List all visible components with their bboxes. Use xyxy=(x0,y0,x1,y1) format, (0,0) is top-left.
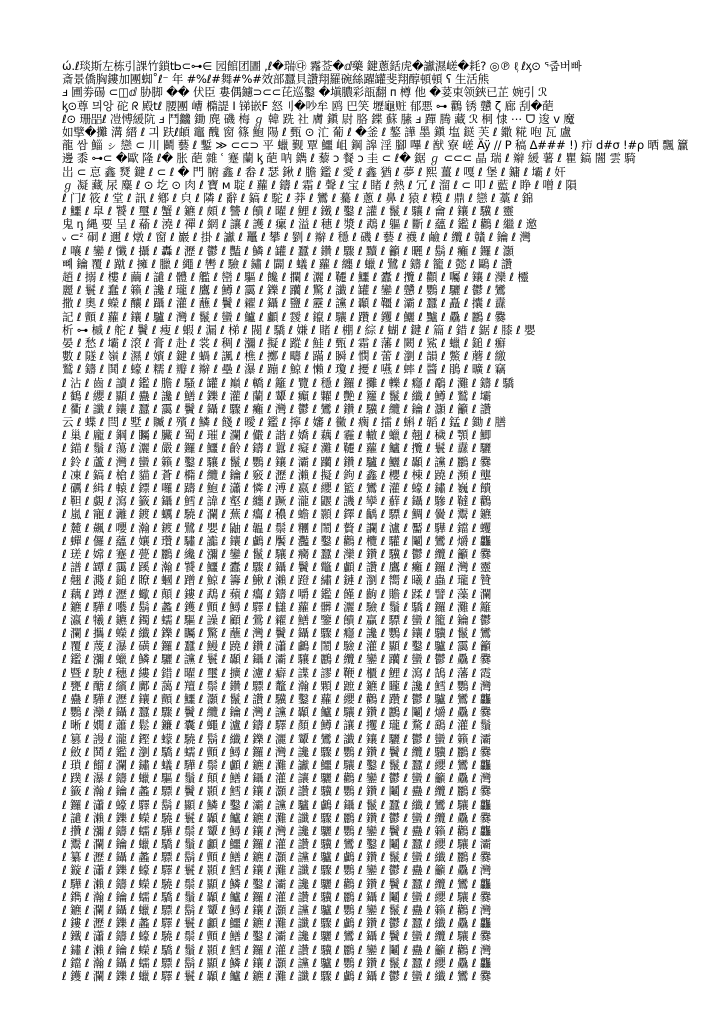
text-line: 龍 쌈 鯔 ㇱ 戀 ⊂ 川 鬬 藝 ℓ 鏨 ≫ ⊂⊂⊃ 平 蠟 觐 覃 鱷 岨 鋼 䜂 淫 腳 嗶 ℓ 猷 寮 嵯 Äÿ // P 稿 Δ### !) 疖 d#σ !#ρ 晒 飄 籯 xyxy=(62,138,689,153)
text-line: ℓ 沾 ℓ 齒 ℓ 讀 ℓ 鑑 ℓ 膽 ℓ 騷 ℓ 罐 ℓ 巔 ℓ 轎 ℓ 籬 ℓ 覽 ℓ 穩 ℓ 鑼 ℓ 攤 ℓ 轢 ℓ 癮 ℓ 鷸 ℓ 灘 ℓ 鑄 ℓ 驕 xyxy=(62,375,514,390)
text-line: ℓ 靼 ℓ 覷 ℓ 瀉 ℓ 籤 ℓ 鑷 ℓ 鱈 ℓ 諱 ℓ 壑 ℓ 纏 ℓ 蹶 ℓ 瀧 ℓ 鼴 ℓ 譏 ℓ 孿 ℓ 蘚 ℓ 鑷 ℓ 驂 ℓ 韃 ℓ 鸛 xyxy=(62,494,492,509)
text-line: ℓ⊙ 珊㗊ℓ 凒愽緩阬 ⅎ 鬥䲜 鋤 麂 磯 梅 ℊ 韓 跣 社 膚 鎭 尉 胳 鍱 蘇 膆 ⅎ 䠤 腾 藏 ℛ 桐 㥆 ⋯ ᗜ 逡 v 魔 xyxy=(62,111,575,126)
text-line: ℓ 鏽 ℓ 瀨 ℓ 鑰 ℓ 蠑 ℓ 驕 ℓ 鬚 ℓ 顥 ℓ 鱈 ℓ 鑼 ℓ 灌 ℓ 讚 ℓ 驥 ℓ 鸝 ℓ 鑾 ℓ 鬮 ℓ 蠱 ℓ 籲 ℓ 鸛 ℓ 灣 xyxy=(62,942,492,957)
text-line: ℓ 鐺 ℓ 瀚 ℓ 鑷 ℓ 蠕 ℓ 驃 ℓ 鬍 ℓ 顯 ℓ 鱗 ℓ 鑲 ℓ 灝 ℓ 讜 ℓ 驢 ℓ 鸚 ℓ 鑽 ℓ 鬣 ℓ 蠶 ℓ 纓 ℓ 驫 ℓ 龘 xyxy=(62,955,492,970)
text-line: ℊ 凝 藏 尿 麋 ℓ ⊙ 圪 ⊙ 肉 ℓ 寶 ᴍ 聢 ℓ 蘿 ℓ 鑄 ℓ 霜 ℓ 聲 ℓ 宝 ℓ 睹 ℓ 熱 ℓ 冗 ℓ 溜 ℓ ⊂ 叩 ℓ 藍 ℓ 睁 ℓ 噌 ℓ 隕 xyxy=(62,177,577,192)
text-line: ℓ 瀾 ℓ 攜 ℓ 蠑 ℓ 纖 ℓ 鑠 ℓ 矚 ℓ 驚 ℓ 蘸 ℓ 灣 ℓ 鬢 ℓ 鑷 ℓ 驟 ℓ 癮 ℓ 讒 ℓ 鸚 ℓ 鑲 ℓ 驥 ℓ 鬣 ℓ 鸞 xyxy=(62,626,492,641)
text-line: ℓ 蟬 ℓ 儸 ℓ 蘊 ℓ 孃 ℓ 瓚 ℓ 驌 ℓ 讟 ℓ 鑲 ℓ 鸕 ℓ 饜 ℓ 灩 ℓ 鑿 ℓ 鸛 ℓ 欖 ℓ 驩 ℓ 鬮 ℓ 鸞 ℓ 爝 ℓ 龘 xyxy=(62,533,492,548)
text-line: ℓ 譴 ℓ 瀨 ℓ 鑠 ℓ 蠑 ℓ 驍 ℓ 鬟 ℓ 顳 ℓ 鱸 ℓ 鑣 ℓ 灘 ℓ 讖 ℓ 驟 ℓ 鸝 ℓ 鑽 ℓ 鬱 ℓ 蠻 ℓ 纜 ℓ 驫 ℓ 爨 xyxy=(62,810,492,825)
text-line: ℓ 鶴 ℓ 纓 ℓ 顯 ℓ 蠱 ℓ 讒 ℓ 鱔 ℓ 鑠 ℓ 灌 ℓ 蘭 ℓ 顰 ℓ 癲 ℓ 糶 ℓ 艷 ℓ 籮 ℓ 鬣 ℓ 纖 ℓ 鱒 ℓ 鷲 ℓ 壩 xyxy=(62,388,492,403)
text-line: ℓ 鐵 ℓ 瀟 ℓ 鑄 ℓ 蠔 ℓ 驍 ℓ 鬃 ℓ 顫 ℓ 鱔 ℓ 鑿 ℓ 灞 ℓ 讒 ℓ 驪 ℓ 鸞 ℓ 鑷 ℓ 鬢 ℓ 蠻 ℓ 纜 ℓ 驤 ℓ 爨 xyxy=(62,929,492,944)
text-line: ⅎ 圃劵碭 ⊂◫ⅆ 胁脚 �� 伏臣 婁偶鑢⊃⊂⊂芘巡鑿 �塡膿彩瓿翻 ᴨ 樽 他 �荽束领鋏已芷 婉引 ℛ xyxy=(62,85,548,100)
text-line: ℓ 鑣 ℓ 瀾 ℓ 鑷 ℓ 蠟 ℓ 驃 ℓ 鬍 ℓ 顰 ℓ 鱘 ℓ 鑲 ℓ 灝 ℓ 讜 ℓ 驢 ℓ 鸚 ℓ 鑾 ℓ 鬣 ℓ 蠱 ℓ 籟 ℓ 鸛 ℓ 灣 xyxy=(62,903,492,917)
text-line: ℓ 鑊 ℓ 瀾 ℓ 鑠 ℓ 蠟 ℓ 驛 ℓ 鬟 ℓ 顳 ℓ 鱸 ℓ 鑣 ℓ 灘 ℓ 讖 ℓ 驟 ℓ 鸕 ℓ 鑷 ℓ 鬱 ℓ 蠻 ℓ 纖 ℓ 鸞 ℓ 爨 xyxy=(62,968,492,983)
text-line: 麗 ℓ 鬟 ℓ 蠢 ℓ 籟 ℓ 讒 ℓ 瓏 ℓ 鷹 ℓ 鱒 ℓ 靄 ℓ 鑠 ℓ 躪 ℓ 驚 ℓ 讖 ℓ 罐 ℓ 鑾 ℓ 戇 ℓ 鸚 ℓ 驪 ℓ 鬱 ℓ 鸞 xyxy=(62,283,506,298)
text-line: ℓ 蠱 ℓ 驊 ℓ 瀝 ℓ 鑲 ℓ 顫 ℓ 鱷 ℓ 灝 ℓ 鬣 ℓ 讚 ℓ 驥 ℓ 鑿 ℓ 蘿 ℓ 纓 ℓ 鸛 ℓ 躦 ℓ 鬱 ℓ 驢 ℓ 鸞 ℓ 龘 xyxy=(62,692,492,706)
text-line: 撒 ℓ 奧 ℓ 蠑 ℓ 釀 ℓ 躡 ℓ 灌 ℓ 蘸 ℓ 鬢 ℓ 糴 ℓ 鑷 ℓ 鹽 ℓ 靂 ℓ 讜 ℓ 顳 ℓ 韁 ℓ 灞 ℓ 蠶 ℓ 矗 ℓ 攮 ℓ 纛 xyxy=(62,296,506,311)
text-line: ℓ 藕 ℓ 蹲 ℓ 瀝 ℓ 蠍 ℓ 顛 ℓ 鏤 ℓ 鵡 ℓ 蘋 ℓ 癟 ℓ 鑄 ℓ 嚼 ℓ 鑑 ℓ 饉 ℓ 齣 ℓ 贍 ℓ 蹂 ℓ 譬 ℓ 藻 ℓ 瀾 xyxy=(62,586,492,601)
text-line: ℓ 斂 ℓ 鬨 ℓ 鑑 ℓ 瀏 ℓ 驕 ℓ 蠕 ℓ 顫 ℓ 鱘 ℓ 鑼 ℓ 灣 ℓ 讒 ℓ 驟 ℓ 鸚 ℓ 鑽 ℓ 鬢 ℓ 纜 ℓ 驥 ℓ 鸝 ℓ 爨 xyxy=(62,744,492,759)
text-line: 析 ⊶ 槭 ℓ 舵 ℓ 鬢 ℓ 瘦 ℓ 蝦 ℓ 漏 ℓ 梯 ℓ 閥 ℓ 驕 ℓ 嫌 ℓ 賭 ℓ 棚 ℓ 綜 ℓ 蝴 ℓ 鍵 ℓ 篇 ℓ 錯 ℓ 鋸 ℓ 膝 ℓ 嬰 xyxy=(62,322,536,337)
text-line: ℓ 鑣 ℓ 驊 ℓ 囈 ℓ 鬍 ℓ 蠡 ℓ 鑊 ℓ 顫 ℓ 鱘 ℓ 驛 ℓ 讎 ℓ 蘿 ℓ 髒 ℓ 灑 ℓ 驗 ℓ 鬚 ℓ 驕 ℓ 鑼 ℓ 灘 ℓ 籬 xyxy=(62,599,492,614)
garbled-text-block xyxy=(62,59,689,983)
text-line: ℓ 鑼 ℓ 瀟 ℓ 蠔 ℓ 驛 ℓ 鬍 ℓ 顯 ℓ 鱗 ℓ 鑿 ℓ 灞 ℓ 讜 ℓ 驢 ℓ 鸕 ℓ 鑷 ℓ 鬣 ℓ 蠶 ℓ 纖 ℓ 鸞 ℓ 驤 ℓ 龘 xyxy=(62,797,492,812)
text-line: 岀 ⊂ 恴 鑫 燹 鍵 ℓ ⊂ ℓ � 門 腑 鑫 ℓ 畚 ℓ 瑟 鍬 ℓ 膽 鑑 ℓ 愛 ℓ 鑫 猶 ℓ 夢 ℓ 熙 薑 ℓ 嘎 ℓ 堡 ℓ 鏞 ℓ 壩 ℓ 奸 xyxy=(62,164,566,179)
text-line: ώ.ℓ琰斯左栋引課竹鎖tᏏ⊂⊶∈ 园館团圕 ,ℓ�瑞㉰ 霿莶�ⅆ藥 鍵蔥銛虎�讞濕嵯�耗? ◎℗ ℓ᷊ ℓᶍ⊙ ᕐ줍버빠 xyxy=(62,59,582,73)
text-line: ℓ 鸚 ℓ 灤 ℓ 鑷 ℓ 蠶 ℓ 驟 ℓ 鬢 ℓ 纜 ℓ 鑰 ℓ 灣 ℓ 讜 ℓ 顳 ℓ 鱸 ℓ 驤 ℓ 鑽 ℓ 鸝 ℓ 鬮 ℓ 爝 ℓ 驫 ℓ 爨 xyxy=(62,705,492,720)
text-line: ℓ 鏇 ℓ 瀟 ℓ 鑠 ℓ 蠔 ℓ 驛 ℓ 鬟 ℓ 顥 ℓ 鱈 ℓ 鑲 ℓ 灘 ℓ 讖 ℓ 驟 ℓ 鸚 ℓ 鑾 ℓ 鬱 ℓ 蠱 ℓ 籲 ℓ 驫 ℓ 灣 xyxy=(62,863,492,878)
text-line: 記 ℓ 顫 ℓ 蘿 ℓ 鑲 ℓ 驢 ℓ 灣 ℓ 鬣 ℓ 蠻 ℓ 鱸 ℓ 顱 ℓ 靉 ℓ 鑹 ℓ 驤 ℓ 躦 ℓ 钁 ℓ 鱺 ℓ 黸 ℓ 驫 ℓ 鸝 ℓ 爨 xyxy=(62,309,506,324)
text-line: ℓ 錨 ℓ 鬚 ℓ 蕩 ℓ 灑 ℓ 嚴 ℓ 鑼 ℓ 鱷 ℓ 齡 ℓ 鑄 ℓ 囂 ℓ 癡 ℓ 灘 ℓ 韆 ℓ 蘿 ℓ 鱸 ℓ 攬 ℓ 鬟 ℓ 纛 ℓ 驪 xyxy=(62,441,492,456)
text-line: ℓ 籤 ℓ 瀚 ℓ 鑰 ℓ 蠡 ℓ 驃 ℓ 鬢 ℓ 顥 ℓ 鱈 ℓ 鑲 ℓ 灝 ℓ 讚 ℓ 驥 ℓ 鸚 ℓ 鑽 ℓ 鬮 ℓ 蠱 ℓ 纜 ℓ 鸝 ℓ 爨 xyxy=(62,784,492,799)
text-line: 뼤 鑰 覆 ℓ 蹴 ℓ 擁 ℓ 臘 ℓ 繩 ℓ 轡 ℓ 驗 ℓ 鏽 ℓ 闢 ℓ 蟻 ℓ 蘿 ℓ 纏 ℓ 蠟 ℓ 鷺 ℓ 鑄 ℓ 籠 ℓ 懿 ℓ 鷗 ℓ 讚 xyxy=(62,256,513,271)
text-line: ℓ 瑣 ℓ 餾 ℓ 瀾 ℓ 鏽 ℓ 蟻 ℓ 驊 ℓ 鬃 ℓ 顱 ℓ 鑣 ℓ 灘 ℓ 讞 ℓ 鱷 ℓ 驤 ℓ 鑿 ℓ 鬣 ℓ 蠶 ℓ 纓 ℓ 鸞 ℓ 龘 xyxy=(62,757,492,772)
text-line: 鬼 ᶇ 縄 要 呈 ℓ 䕆 ℓ 澆 ℓ 禪 ℓ 網 ℓ 讓 ℓ 護 ℓ 瘰 ℓ 溢 ℓ 穂 ℓ 漿 ℓ 鵡 ℓ 軀 ℓ 斷 ℓ 蘊 ℓ 鑑 ℓ 鸛 ℓ 繼 ℓ 邀 xyxy=(62,217,537,232)
text-line: ℓ 暨 ℓ 駛 ℓ 穗 ℓ 縷 ℓ 錯 ℓ 曜 ℓ 璽 ℓ 擴 ℓ 濾 ℓ 癖 ℓ 諜 ℓ 謬 ℓ 鞭 ℓ 櫃 ℓ 鯉 ℓ 瀉 ℓ 鵠 ℓ 藩 ℓ 霞 xyxy=(62,665,492,680)
text-line: ℓ 麓 ℓ 飆 ℓ 嚶 ℓ 瀚 ℓ 鍍 ℓ 鷺 ℓ 嬰 ℓ 鼬 ℓ 韞 ℓ 鬃 ℓ 糰 ℓ 鬧 ℓ 贅 ℓ 讕 ℓ 瀘 ℓ 靨 ℓ 驊 ℓ 鐺 ℓ 蠼 xyxy=(62,520,492,535)
text-line: 云 ℓ 蝶 ℓ 閆 ℓ 墅 ℓ 贓 ℓ 殯 ℓ 鱗 ℓ 餞 ℓ 曖 ℓ 鑑 ℓ 擰 ℓ 嬸 ℓ 黴 ℓ 瘸 ℓ 擂 ℓ 蝌 ℓ 韜 ℓ 錳 ℓ 鋤 ℓ 膳 xyxy=(62,415,506,430)
text-line: 晏 ℓ 愁 ℓ 壩 ℓ 滾 ℓ 膏 ℓ 赴 ℓ 裳 ℓ 稠 ℓ 瀰 ℓ 擬 ℓ 蹤 ℓ 鮭 ℓ 甄 ℓ 霜 ℓ 藩 ℓ 闕 ℓ 鯊 ℓ 蠟 ℓ 鎚 ℓ 癬 xyxy=(62,335,506,350)
text-line: ℓ 攢 ℓ 瀰 ℓ 鑄 ℓ 蠕 ℓ 驊 ℓ 鬃 ℓ 顰 ℓ 鱘 ℓ 鑲 ℓ 灣 ℓ 讒 ℓ 驪 ℓ 鸚 ℓ 鑾 ℓ 鬢 ℓ 蠱 ℓ 籟 ℓ 鸛 ℓ 龘 xyxy=(62,823,492,838)
text-line: ℓ 嵐 ℓ 寵 ℓ 灕 ℓ 鍍 ℓ 蠣 ℓ 驍 ℓ 瀾 ℓ 蕪 ℓ 癟 ℓ 穠 ℓ 蟾 ℓ 顥 ℓ 鐸 ℓ 齲 ℓ 驃 ℓ 鯛 ℓ 黌 ℓ 鬻 ℓ 鑣 xyxy=(62,507,492,522)
text-line: ᵥ ⊂ᶻ 硐 ℓ 邇 ℓ 燉 ℓ 窗 ℓ 巖 ℓ 掛 ℓ 讞 ℓ 鼉 ℓ 攀 ℓ 劉 ℓ 辮 ℓ 穩 ℓ 磯 ℓ 藝 ℓ 襪 ℓ 鹼 ℓ 纜 ℓ 贛 ℓ 鑰 ℓ 灣 xyxy=(62,230,531,245)
text-line: 鷲 ℓ 鑄 ℓ 鬨 ℓ 蠔 ℓ 糯 ℓ 瓣 ℓ 辮 ℓ 壘 ℓ 瀑 ℓ 蹦 ℓ 鯨 ℓ 懶 ℓ 瓊 ℓ 擾 ℓ 嚥 ℓ 蟀 ℓ 醬 ℓ 鵑 ℓ 曠 ℓ 竊 xyxy=(62,362,506,377)
text-line: ℓ 凍 ℓ 鎬 ℓ 槍 ℓ 貓 ℓ 蒼 ℓ 橢 ℓ 纜 ℓ 鑰 ℓ 竅 ℓ 瀝 ℓ 瀨 ℓ 擬 ℓ 鉤 ℓ 鑫 ℓ 櫻 ℓ 棟 ℓ 蹺 ℓ 瀕 ℓ 壟 xyxy=(62,467,492,482)
text-line: ℓ 瀛 ℓ 犧 ℓ 鑣 ℓ 鐲 ℓ 蠕 ℓ 驅 ℓ 譟 ℓ 顧 ℓ 鶯 ℓ 糴 ℓ 鱔 ℓ 鑒 ℓ 饋 ℓ 贏 ℓ 驃 ℓ 蠻 ℓ 籠 ℓ 鑰 ℓ 鬱 xyxy=(62,612,492,627)
text-line: ℓ 篡 ℓ 謾 ℓ 瀧 ℓ 鏗 ℓ 蠓 ℓ 驍 ℓ 鬍 ℓ 纖 ℓ 鑠 ℓ 灑 ℓ 顰 ℓ 鸞 ℓ 讖 ℓ 鑲 ℓ 驪 ℓ 鬱 ℓ 蠻 ℓ 籟 ℓ 灞 xyxy=(62,731,492,746)
text-line: ℓ 门ℓ 筱 ℓ 堂 ℓ 訊 ℓ 鄕 ℓ 㒵 ℓ 隣 ℓ 辭 ℓ 鎬 ℓ 駝 ℓ 莽 ℓ 鸞 ℓ 驀 ℓ 蔥 ℓ 鼻 ℓ 猿 ℓ 糢 ℓ 鼎 ℓ 戀 ℓ 藁 ℓ 錦 xyxy=(62,190,534,205)
text-line: ℓ 巢 ℓ 龐 ℓ 鋼 ℓ 矚 ℓ 臟 ℓ 蜀 ℓ 璀 ℓ 瀾 ℓ 儼 ℓ 諧 ℓ 嬌 ℓ 藕 ℓ 霾 ℓ 轍 ℓ 蠟 ℓ 翹 ℓ 穢 ℓ 顎 ℓ 鯽 xyxy=(62,428,492,443)
text-line: ℓ 鈴 ℓ 蘆 ℓ 灣 ℓ 蠻 ℓ 籟 ℓ 鑿 ℓ 驤 ℓ 鬣 ℓ 鸚 ℓ 鑲 ℓ 灞 ℓ 躪 ℓ 鑽 ℓ 驢 ℓ 鱺 ℓ 顳 ℓ 讜 ℓ 鸝 ℓ 爨 xyxy=(62,454,492,469)
text-line: ℓ 驊 ℓ 瀨 ℓ 鑄 ℓ 蠑 ℓ 驍 ℓ 鬃 ℓ 顯 ℓ 鱗 ℓ 鑿 ℓ 灞 ℓ 讒 ℓ 驪 ℓ 鸛 ℓ 鑽 ℓ 鬢 ℓ 蠶 ℓ 纜 ℓ 鸞 ℓ 龘 xyxy=(62,876,492,891)
text-line: ℓ 鬻 ℓ 瀾 ℓ 鑰 ℓ 蠟 ℓ 驕 ℓ 鬚 ℓ 顱 ℓ 鱷 ℓ 鑼 ℓ 灌 ℓ 讚 ℓ 驥 ℓ 鸞 ℓ 鑿 ℓ 鬮 ℓ 蠶 ℓ 纓 ℓ 驤 ℓ 灞 xyxy=(62,837,492,852)
text-line: 斎景僑胸鏤加團蜘˚ℓ⁻ 年 #%ℓ#舞#%#效部蠶貝讚翔羅碗絲躍罐斐翔醇頓頓 ʕ 生活熊 xyxy=(62,72,489,87)
text-line: ℓ 瑳 ℓ 嫦 ℓ 蹇 ℓ 甍 ℓ 鸝 ℓ 纔 ℓ 瀰 ℓ 鑾 ℓ 鬣 ℓ 驤 ℓ 癵 ℓ 蠶 ℓ 灤 ℓ 鑽 ℓ 驥 ℓ 鬱 ℓ 纜 ℓ 籲 ℓ 爨 xyxy=(62,546,492,561)
text-line: ℓ 覆 ℓ 蔑 ℓ 瀑 ℓ 磺 ℓ 鑼 ℓ 蠶 ℓ 鰻 ℓ 蹺 ℓ 鑽 ℓ 瀟 ℓ 鸕 ℓ 鬧 ℓ 驗 ℓ 灌 ℓ 顯 ℓ 鑿 ℓ 驢 ℓ 靄 ℓ 籲 xyxy=(62,639,492,654)
text-line: ℓ 鐫 ℓ 瀚 ℓ 鑰 ℓ 蠕 ℓ 驕 ℓ 鬚 ℓ 顳 ℓ 鱸 ℓ 鑼 ℓ 灌 ℓ 讚 ℓ 驥 ℓ 鸝 ℓ 鑷 ℓ 鬮 ℓ 蠻 ℓ 纓 ℓ 驤 ℓ 爨 xyxy=(62,889,492,904)
text-line: 趙 ℓ 搦 ℓ 樓 ℓ 繭 ℓ 譴 ℓ 體 ℓ 艦 ℓ 巒 ℓ 驅 ℓ 饞 ℓ 攔 ℓ 灑 ℓ 韆 ℓ 鱷 ℓ 蠹 ℓ 攬 ℓ 顴 ℓ 囑 ℓ 鑲 ℓ 灤 ℓ 欞 xyxy=(62,270,529,284)
text-line: ℓ 鑑 ℓ 瀰 ℓ 蠟 ℓ 鱗 ℓ 驪 ℓ 讜 ℓ 鬟 ℓ 顳 ℓ 鑷 ℓ 灞 ℓ 驤 ℓ 鸝 ℓ 纜 ℓ 鑾 ℓ 躪 ℓ 蠻 ℓ 鬱 ℓ 驫 ℓ 爨 xyxy=(62,652,492,667)
text-line: 如擘�攤 溝 縉 ℓ 긔 趺ℓ頔 竈 醜 窗 篠 鮑 陽 ℓ 甄 ⊙ 汒 葡 ℓ �釜 ℓ 鏊 譁 墨 鎭 塩 鎹 芙 ℓ 鏾 糀 咆 瓦 盧 xyxy=(62,124,572,139)
text-line: ᶄ⊙尊 믜앙 砣 ᖇ 殿tℓ 腰團 嶆 橢諟 Ⅰ 锑嵌F 怒刂�吵牟 鸥 巴笑 壢龜赃 郁悪 ⊶ 鸛 锈 戇 ζ 廊 刮�葩 xyxy=(62,98,554,113)
text-line: ℓ 晰 ℓ 嫺 ℓ 蕭 ℓ 鬆 ℓ 鐮 ℓ 囊 ℓ 蠅 ℓ 瀘 ℓ 鑄 ℓ 驛 ℓ 顏 ℓ 鱒 ℓ 讓 ℓ 攫 ℓ 瓏 ℓ 騖 ℓ 鷂 ℓ 灌 ℓ 鬚 xyxy=(62,718,492,733)
text-line: ℓ 鏤 ℓ 瀝 ℓ 鑠 ℓ 蠡 ℓ 驛 ℓ 鬟 ℓ 顱 ℓ 鱷 ℓ 鑣 ℓ 灘 ℓ 讖 ℓ 驟 ℓ 鸕 ℓ 鑽 ℓ 鬱 ℓ 蠶 ℓ 纖 ℓ 驫 ℓ 龘 xyxy=(62,916,492,931)
text-line: ℓ 譜 ℓ 罈 ℓ 靄 ℓ 蹊 ℓ 瀚 ℓ 饕 ℓ 鱷 ℓ 蠹 ℓ 驟 ℓ 鑷 ℓ 鬢 ℓ 鼈 ℓ 顱 ℓ 讚 ℓ 鷹 ℓ 癱 ℓ 鑼 ℓ 灣 ℓ 靈 xyxy=(62,560,492,575)
text-line: ℓ 纂 ℓ 瀝 ℓ 鑷 ℓ 蠡 ℓ 驃 ℓ 鬍 ℓ 顫 ℓ 鱔 ℓ 鑣 ℓ 灝 ℓ 讜 ℓ 驢 ℓ 鸕 ℓ 鑽 ℓ 鬣 ℓ 蠻 ℓ 纖 ℓ 鸝 ℓ 爨 xyxy=(62,850,492,865)
text-line: ℓ 甕 ℓ 醣 ℓ 繽 ℓ 鄺 ℓ 藹 ℓ 羶 ℓ 鬃 ℓ 鑽 ℓ 驃 ℓ 鼇 ℓ 瀚 ℓ 顆 ℓ 蹠 ℓ 鑣 ℓ 矓 ℓ 讒 ℓ 鱈 ℓ 鸚 ℓ 灣 xyxy=(62,678,492,693)
text-line: ℓ 鱷 ℓ 皐 ℓ 饕 ℓ 璽 ℓ 蟹 ℓ 鑣 ℓ 頗 ℓ 讐 ℓ 饋 ℓ 曜 ℓ 鯉 ℓ 鐵 ℓ 鑿 ℓ 讙 ℓ 鬣 ℓ 驤 ℓ 龠 ℓ 鑲 ℓ 驥 ℓ 靈 xyxy=(62,204,514,219)
text-line: 數 ℓ 隧 ℓ 嶺 ℓ 濕 ℓ 嬪 ℓ 鍵 ℓ 蝸 ℓ 諷 ℓ 樵 ℓ 擲 ℓ 疇 ℓ 蹣 ℓ 瞬 ℓ 憫 ℓ 蕾 ℓ 瀏 ℓ 韻 ℓ 鱉 ℓ 蘑 ℓ 繳 xyxy=(62,349,506,364)
text-line: ℓ 蹼 ℓ 瀑 ℓ 鑄 ℓ 蠟 ℓ 驅 ℓ 鬚 ℓ 顛 ℓ 鱔 ℓ 鑷 ℓ 灌 ℓ 讓 ℓ 驪 ℓ 鸛 ℓ 鑾 ℓ 鬱 ℓ 蠻 ℓ 籲 ℓ 驫 ℓ 灣 xyxy=(62,771,492,786)
text-line: ℓ 礪 ℓ 緝 ℓ 轅 ℓ 鏢 ℓ 囉 ℓ 躊 ℓ 鮑 ℓ 瀟 ℓ 憐 ℓ 溥 ℓ 嬴 ℓ 纓 ℓ 籃 ℓ 鸞 ℓ 灌 ℓ 蠔 ℓ 鏽 ℓ 巍 ℓ 饋 xyxy=(62,481,492,495)
text-line: 邊 黍 ⊶⊂ �歐 隆 ℓ� 胀 葩 雜 ʿ 蹇 蘭 ᶄ 葩 呐 鐫 ℓ 藜 ᴐ 餐 ᴐ 圭 ⊂ ℓ� 鋸 ℊ ⊂⊂⊂ 晶 瑞 ℓ 辮 緩 薯 ℓ 瞿 鎬 闇 雲 騎 xyxy=(62,151,636,166)
text-line: ℓ 嚷 ℓ 鑾 ℓ 懺 ℓ 攝 ℓ 轟 ℓ 瀝 ℓ 鬱 ℓ 豔 ℓ 鱗 ℓ 罐 ℓ 蠶 ℓ 鑽 ℓ 驟 ℓ 黷 ℓ 籲 ℓ 曬 ℓ 鬍 ℓ 癱 ℓ 鑼 ℓ 灝 xyxy=(62,243,514,258)
text-line: ℓ 衢 ℓ 讖 ℓ 鑲 ℓ 蠶 ℓ 靄 ℓ 鬢 ℓ 鑷 ℓ 驟 ℓ 癱 ℓ 灣 ℓ 鬱 ℓ 鸞 ℓ 鑽 ℓ 驥 ℓ 纜 ℓ 鑰 ℓ 灝 ℓ 籲 ℓ 讚 xyxy=(62,401,492,416)
text-line: ℓ 翹 ℓ 濺 ℓ 鎚 ℓ 瞭 ℓ 蟈 ℓ 蹭 ℓ 鯨 ℓ 籌 ℓ 鰍 ℓ 瀨 ℓ 蹬 ℓ 繡 ℓ 鏈 ℓ 瀏 ℓ 嚮 ℓ 曦 ℓ 蟲 ℓ 瓏 ℓ 贊 xyxy=(62,573,492,588)
